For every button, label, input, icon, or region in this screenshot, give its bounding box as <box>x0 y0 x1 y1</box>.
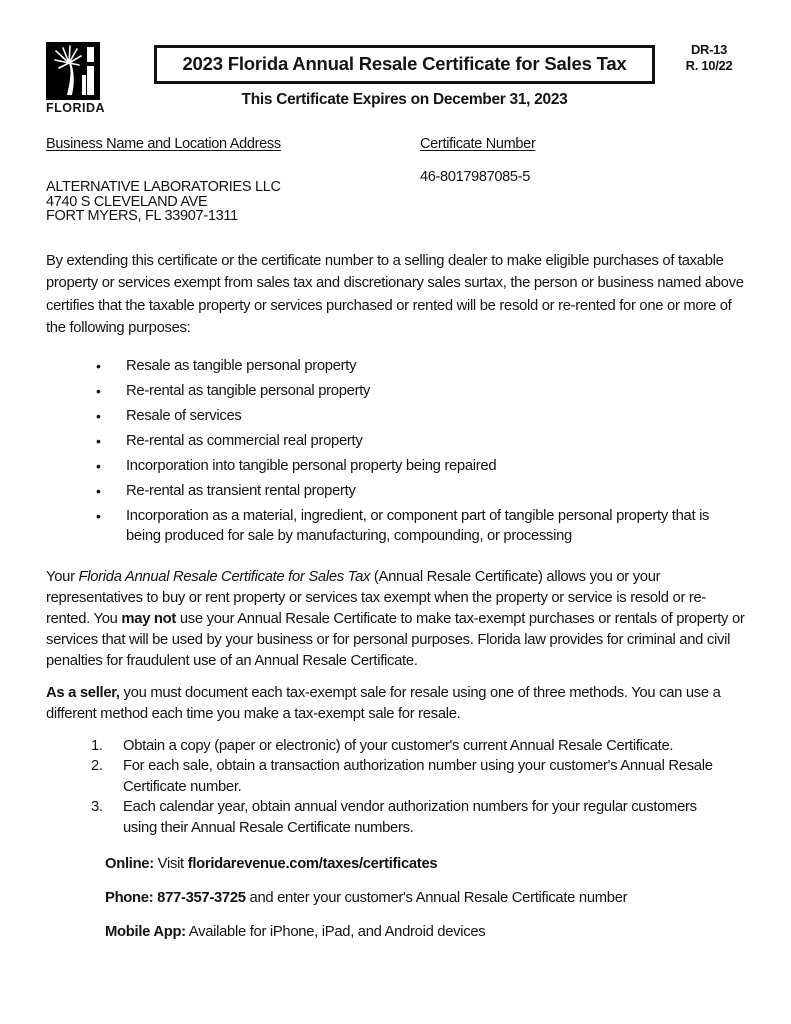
online-label: Online: <box>105 856 154 872</box>
bullet-icon: • <box>96 407 101 424</box>
purpose-text: Re-rental as tangible personal property <box>126 382 371 399</box>
seller-paragraph <box>46 683 745 725</box>
form-number: DR-13 <box>690 42 728 57</box>
method-number: 1. <box>91 737 103 754</box>
method-number: 2. <box>91 758 103 774</box>
purpose-text: Re-rental as transient rental property <box>126 482 356 499</box>
business-name-label: Business Name and Location Address <box>46 136 281 152</box>
phone-line <box>105 888 745 908</box>
purpose-text: Resale as tangible personal property <box>126 357 357 374</box>
phone-text: and enter your customer's Annual Resale Certificate number <box>245 890 628 906</box>
method-text: For each sale, obtain a transaction authorization number using your customer's Annual Resale Certificate number. <box>123 758 713 795</box>
business-address-block <box>46 180 420 224</box>
purpose-text: Re-rental as commercial real property <box>126 432 363 449</box>
form-revision: R. 10/22 <box>685 58 733 73</box>
methods-list <box>46 736 745 839</box>
certificate-number-label: Certificate Number <box>420 136 536 152</box>
list-item <box>46 456 745 476</box>
list-item <box>46 481 745 501</box>
contact-section <box>46 854 745 942</box>
palm-tree-icon <box>46 42 100 100</box>
certificate-number-value: 46-8017987085-5 <box>420 169 530 185</box>
bullet-icon: • <box>96 357 101 374</box>
purpose-text: Incorporation as a material, ingredient, or component part of tangible personal property that is being produced for sale by manufacturing, compounding, or processing <box>126 507 710 544</box>
list-item <box>46 506 745 546</box>
list-item <box>46 431 745 451</box>
list-item <box>46 406 745 426</box>
online-text: Visit <box>153 856 188 872</box>
mobile-app-line <box>105 922 745 942</box>
usage-certificate-name: Florida Annual Resale Certificate for Sales Tax <box>78 568 371 585</box>
usage-text: use your Annual Resale Certificate to make tax-exempt purchases or rentals of property or services that will be used by your business or for personal purposes. Florida law provides for criminal and civil penalties for fraudulent use of an Annual Resale Certificate. <box>46 610 745 669</box>
usage-may-not: may not <box>121 610 177 627</box>
document-title: 2023 Florida Annual Resale Certificate for Sales Tax <box>154 45 655 84</box>
method-number: 3. <box>91 799 103 815</box>
florida-dor-logo <box>46 42 108 115</box>
mobile-app-text: Available for iPhone, iPad, and Android devices <box>185 924 486 940</box>
title-block <box>108 42 673 109</box>
address-line-1: 4740 S CLEVELAND AVE <box>46 193 208 210</box>
purpose-text: Resale of services <box>126 407 242 424</box>
business-name: ALTERNATIVE LABORATORIES LLC <box>46 179 281 195</box>
business-certificate-row <box>46 136 745 224</box>
bullet-icon: • <box>96 432 101 449</box>
usage-text: (Annual Resale Certificate) allows you or your representatives to buy or rent property or services tax exempt when the property or service is resold or re-rented. You <box>46 568 707 627</box>
online-line <box>105 854 745 874</box>
phone-number: 877-357-3725 <box>153 890 246 906</box>
seller-lead: As a seller, <box>46 684 120 701</box>
expiration-subtitle: This Certificate Expires on December 31, 2023 <box>241 91 568 108</box>
form-number-block <box>673 42 745 74</box>
intro-paragraph: By extending this certificate or the certificate number to a selling dealer to make eligible purchases of taxable property or services exempt from sales tax and discretionary sales surtax, the person or business named above certifies that the taxable property or services purchased or rented will be resold or re-rented for one or more of the following purposes: <box>46 252 744 336</box>
bullet-icon: • <box>96 382 101 399</box>
list-item <box>46 736 745 757</box>
purpose-text: Incorporation into tangible personal property being repaired <box>126 457 497 474</box>
bullet-icon: • <box>96 482 101 499</box>
mobile-app-label: Mobile App: <box>105 924 186 940</box>
seller-text: you must document each tax-exempt sale for resale using one of three methods. You can use a different method each time you make a tax-exempt sale for resale. <box>46 684 721 722</box>
list-item <box>46 356 745 376</box>
business-column <box>46 136 420 224</box>
phone-label: Phone: <box>105 890 154 906</box>
bullet-icon: • <box>96 507 101 524</box>
usage-paragraph <box>46 567 745 672</box>
list-item <box>46 797 745 838</box>
method-text: Each calendar year, obtain annual vendor authorization numbers for your regular customers using their Annual Resale Certificate numbers. <box>123 799 697 836</box>
certificate-number-column <box>420 136 745 224</box>
method-text: Obtain a copy (paper or electronic) of your customer's current Annual Resale Certificate. <box>123 737 674 754</box>
logo-label: FLORIDA <box>46 101 106 115</box>
list-item <box>46 381 745 401</box>
usage-text: Your <box>46 568 79 585</box>
list-item <box>46 756 745 797</box>
online-url: floridarevenue.com/taxes/certificates <box>187 856 438 872</box>
purposes-list <box>46 356 745 546</box>
document-header <box>46 42 745 115</box>
bullet-icon: • <box>96 457 101 474</box>
address-line-2: FORT MYERS, FL 33907-1311 <box>46 208 238 224</box>
